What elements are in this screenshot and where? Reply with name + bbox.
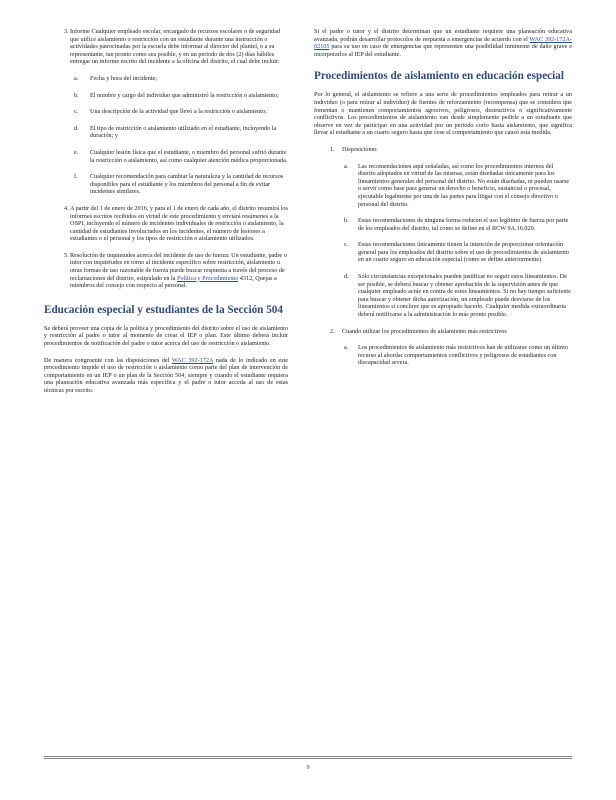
right-column (314, 28, 572, 376)
list-item-2 (314, 328, 572, 336)
sub-item-a (44, 75, 288, 83)
section-heading: Educación especial y estudiantes de la Sección 504 (44, 303, 283, 316)
footer-rule (44, 758, 572, 759)
sub-letter: f. (74, 173, 78, 181)
paragraph (44, 357, 288, 395)
item-number: 2. (330, 327, 335, 335)
item-text: A partir del 1 de enero de 2016, y para el 1 de enero de cada año, el distrito resumirá los informes escritos recibidos en virtud de este procedimiento y enviará resúmenes a la OSPI, incluyendo el número de incidentes individuales de restricción o aislamiento, la cantidad de estudiantes involucrados en los incidentes, el número de lesiones a estudiantes o el personal y los tipos de restricción o aislamiento utilizados. (70, 204, 288, 243)
para-text-after: nada de lo indicado en este procedimiento impide el uso de restricción o aislamiento como parte del plan de intervención de comportamiento en un IEP o un plan de la Sección 504, siempre y cuando el estudiante requiera una planeación educativa avanzada más específica y el padre o tutor acceda al uso de estas técnicas por escrito. (44, 356, 288, 394)
sub-letter: c. (344, 241, 349, 249)
para-text-before: Si el padre o tutor y el distrito determinan que un estudiante requiere una planeación educativa avanzada, podrán desarrollar protocolos de respuesta a emergencias de acuerdo con el (314, 28, 572, 43)
item-number: 5. (64, 251, 69, 259)
sub-text: Las recomendaciones aquí señaladas, así como los procedimientos internos del distrito adoptados en virtud de las mismas, están diseñadas únicamente para los lineamientos generales del personal del distrito. No están diseñadas, ni pueden usarse o servir como base para generar un derecho o beneficio, sustancial o procesal, ejecutable legalmente por una de las partes para litigar con el consejo directivo o personal del distrito. (358, 162, 570, 208)
sub-item-e (44, 149, 288, 164)
item-text-after: 4312, Quejas a miembros del consejo con respecto al personal. (70, 274, 277, 290)
list-item-1 (314, 146, 572, 154)
sub-item-b (44, 92, 288, 100)
sub-letter: c. (74, 108, 79, 116)
para-text-after: para su uso en caso de emergencias que representen una posibilidad inminente de daño grave e incorporarlos al IEP del estudiante. (314, 43, 572, 58)
page-number: 9 (306, 764, 310, 771)
item-text: Cuando utilizar los procedimientos de aislamiento más restrictivos (342, 327, 507, 335)
item-text: Informe Cualquier empleado escolar, encargado de recursos escolares o de seguridad que utilice aislamiento o restricción con un estudiante durante una instrucción o actividades patrocinadas por la escuela debe informar al director del plantel, o a su representante, tan pronto como sea posible, y en un periodo de dos (2) días hábiles entregar un informe escrito del incidente a la oficina del distrito, el cual debe incluir: (70, 28, 281, 66)
list-item-4 (44, 205, 288, 243)
sub-letter: a. (344, 162, 349, 170)
sub-text: El tipo de restricción o aislamiento utilizado en el estudiante, incluyendo la duración; y (90, 124, 277, 140)
sub-text: Cualquier lesión física que el estudiante, o miembro del personal sufrió durante la restricción o aislamiento, así como cualquier atención médica proporcionada. (90, 148, 288, 164)
sub-text: Una descripción de la actividad que llevó a la restricción o aislamiento; (90, 108, 267, 116)
sub-item-b (330, 217, 572, 232)
sub-item-d (44, 125, 288, 140)
item-number: 1. (330, 145, 335, 153)
paragraph (314, 28, 572, 58)
section-heading: Procedimientos de aislamiento en educación especial (314, 70, 564, 83)
sub-text: Estas recomendaciones de ninguna forma reducen el uso legítimo de fuerza por parte de los empleados del distrito, tal como se define en el RCW 9A.16.020. (358, 217, 569, 232)
left-column (44, 28, 288, 404)
sub-letter: e. (74, 148, 79, 156)
sub-text: Fecha y hora del incidente; (90, 74, 158, 82)
sub-text: El nombre y cargo del individuo que administró la restricción o aislamiento; (90, 91, 279, 99)
sub-item-c (330, 241, 572, 264)
sub-item-d (330, 273, 572, 319)
sub-item-c (44, 108, 288, 116)
item-number: 4. (64, 204, 69, 212)
footer-rule (44, 756, 572, 757)
sub-letter: b. (344, 217, 349, 225)
sub-item-f (44, 173, 288, 196)
list-item-5 (44, 252, 288, 290)
paragraph: Se deberá proveer una copia de la política y procedimiento del distrito sobre el uso de aislamiento y restricción al padre o tutor al momento de crear el IEP o plan. Este último deberá incluir procedimientos de notificación del padre o tutor acerca del uso de restricción o aislamiento. (44, 324, 288, 348)
sub-letter: d. (74, 124, 79, 132)
sub-item-a (330, 344, 572, 367)
sub-text: Estas recomendaciones únicamente tienen la intención de proporcionar orientación general para los empleados del distrito sobre el uso de procedimientos de aislamiento en un cuarto seguro en educación especial (como se define anteriormente). (358, 241, 570, 264)
item-text-before: Resolución de inquietudes acerca del incidente de uso de fuerza: Un estudiante, padre o tutor con inquietudes en torno al incidente específico sobre restricción, aislamiento u otras formas de uso razonable de fuerza puede buscar respuesta a través del proceso de reclamaciones del distrito, estipulado en la (70, 251, 287, 282)
wac-link[interactable]: WAC 392-172A-02105 (314, 35, 572, 51)
policy-link[interactable]: Política y Procedimiento (177, 274, 239, 282)
paragraph: Por lo general, el aislamiento se refiere a una serie de procedimientos empleados para retirar a un individuo (o para retirar al individuo) de fuentes de reforzamiento (recompensa) que se considera que fomentan o mantienen comportamientos agresivos, peligrosos, destructivos o significativamente conflictivos. Los procedimientos de aislamiento van desde simplemente pedirle a un estudiante que observe en vez de participar en una actividad por un periodo corto hasta aislamiento, que significa llevar al estudiante a un cuarto seguro hasta que cese el comportamiento que causó esta medida. (314, 91, 572, 137)
para-text-before: De manera congruente con las disposiciones del (44, 356, 172, 364)
sub-text: Los procedimientos de aislamiento más restrictivos han de utilizarse como un último recurso al abordar comportamientos conflictivos y peligrosos de estudiantes con discapacidad severa. (358, 344, 568, 367)
list-item-3 (44, 28, 288, 66)
item-number: 3. (64, 28, 69, 35)
item-text: Disposiciones (342, 145, 377, 153)
sub-text: Cualquier recomendación para cambiar la naturaleza y la cantidad de recursos disponibles para el estudiante y los miembros del personal a fin de evitar incidentes similares. (90, 173, 284, 196)
sub-letter: a. (344, 344, 349, 352)
sub-item-a (330, 163, 572, 209)
sub-text: Sólo circunstancias excepcionales pueden justificar no seguir estos lineamientos. De ser posible, se deberá buscar y obtener aprobación de la supervisión antes de que cualquier empleado actúe en contra de estos lineamientos. Si no hay tiempo suficiente para buscar y obtener dicha autorización, un empleado puede desviarse de los lineamientos si concluye que es apropiado hacerlo. Cualquier medida extraordinaria deberá notificarse a la administración lo más pronto posible. (358, 273, 571, 319)
sub-letter: a. (74, 74, 79, 82)
wac-link[interactable]: WAC 392-172A (171, 356, 214, 364)
sub-letter: b. (74, 91, 79, 99)
sub-letter: d. (344, 273, 349, 281)
